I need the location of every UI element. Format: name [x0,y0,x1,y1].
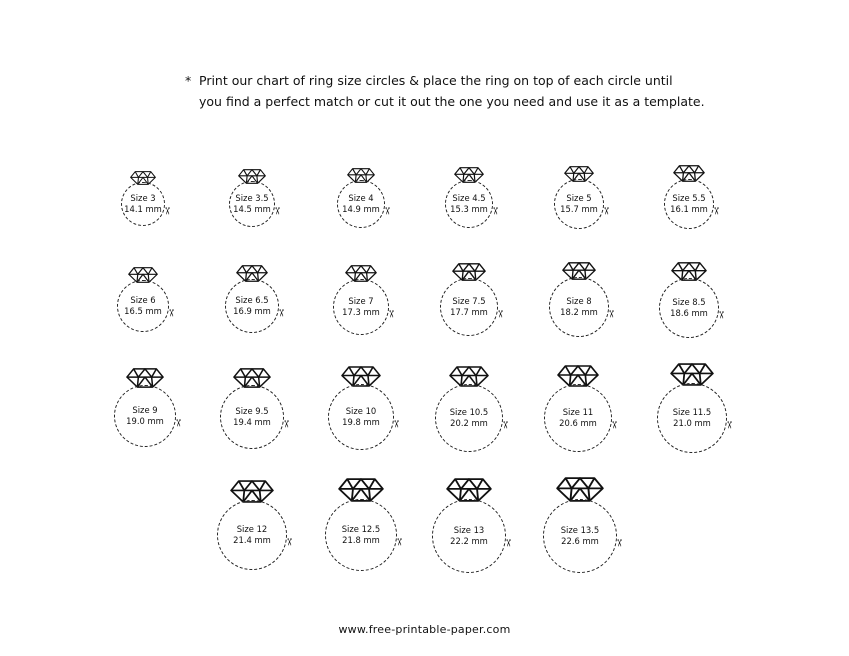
ring-size-label [321,406,401,428]
ring-diameter-value: 20.2 mm [450,418,488,428]
ring-size-label [212,524,295,547]
ring-size-value: Size 12.5 [341,524,381,534]
scissors-icon: ✂ [605,309,617,319]
ring-size-value: Size 9.5 [235,406,269,416]
ring-diameter-value: 21.0 mm [673,418,711,428]
ring-size-value: Size 13 [453,525,485,535]
scissors-icon: ✂ [499,420,511,430]
scissors-icon: ✂ [283,537,295,547]
ring-size-value: Size 10.5 [449,407,489,417]
ring-diameter-value: 17.7 mm [450,307,488,317]
ring-diameter-value: 21.4 mm [233,535,271,545]
ring-diameter-value: 17.3 mm [342,307,380,317]
ring-diameter-value: 18.2 mm [560,307,598,317]
ring-diameter-value: 16.9 mm [233,306,271,316]
scissors-icon: ✂ [381,206,393,216]
ring-size-label [429,407,509,429]
ring-size-value: Size 4.5 [452,193,486,203]
scissors-icon: ✂ [390,419,402,429]
instruction-line-1 [185,70,745,91]
ring-diameter-value: 15.3 mm [450,204,488,214]
ring-diameter-value: 15.7 mm [560,204,598,214]
ring-size-value: Size 9 [132,405,158,415]
ring-size-value: Size 5.5 [672,193,706,203]
ring-diameter-value: 22.2 mm [450,536,488,546]
scissors-icon: ✂ [172,418,184,428]
ring-size-value: Size 4 [348,193,374,203]
ring-diameter-value: 14.5 mm [233,204,271,214]
scissors-icon: ✂ [393,537,405,547]
asterisk: * [185,73,192,88]
scissors-icon: ✂ [275,308,287,318]
ring-size-value: Size 7.5 [452,296,486,306]
ring-size-value: Size 7 [348,296,374,306]
ring-size-value: Size 12 [236,524,268,534]
scissors-icon: ✂ [165,308,177,318]
ring-size-value: Size 11.5 [672,407,712,417]
ring-size-label [540,525,620,547]
scissors-icon: ✂ [494,309,506,319]
footer-url: www.free-printable-paper.com [338,623,511,636]
ring-size-label [321,524,405,547]
scissors-icon: ✂ [600,206,612,216]
ring-diameter-value: 22.6 mm [561,536,599,546]
ring-size-label [538,407,618,429]
ring-size-label [652,407,735,430]
instructions [185,70,745,112]
ring-diameter-value: 14.9 mm [342,204,380,214]
ring-diameter-value: 19.0 mm [126,416,164,426]
ring-diameter-value: 18.6 mm [670,308,708,318]
scissors-icon: ✂ [280,419,292,429]
ring-size-value: Size 8 [566,296,592,306]
scissors-icon: ✂ [385,309,397,319]
ring-diameter-value: 19.4 mm [233,417,271,427]
ring-size-value: Size 6 [130,295,156,305]
ring-diameter-value: 19.8 mm [342,417,380,427]
scissors-icon: ✂ [489,206,501,216]
ring-diameter-value: 21.8 mm [342,535,380,545]
scissors-icon: ✂ [161,206,173,216]
ring-diameter-value: 20.6 mm [559,418,597,428]
scissors-icon: ✂ [502,538,514,548]
ring-size-value: Size 11 [562,407,594,417]
ring-size-value: Size 10 [345,406,377,416]
ring-diameter-value: 16.1 mm [670,204,708,214]
instruction-text-1: Print our chart of ring size circles & place the ring on top of each circle until [199,73,673,88]
scissors-icon: ✂ [271,206,283,216]
ring-size-value: Size 3 [130,193,156,203]
scissors-icon: ✂ [723,420,735,430]
ring-size-value: Size 13.5 [560,525,600,535]
scissors-icon: ✂ [613,538,625,548]
instruction-line-2: you find a perfect match or cut it out the one you need and use it as a template. [199,94,705,109]
ring-size-label [429,525,509,547]
ring-diameter-value: 14.1 mm [124,204,162,214]
scissors-icon: ✂ [710,206,722,216]
ring-size-value: Size 8.5 [672,297,706,307]
scissors-icon: ✂ [715,310,727,320]
ring-size-value: Size 6.5 [235,295,269,305]
ring-size-value: Size 3.5 [235,193,269,203]
ring-size-value: Size 5 [566,193,592,203]
scissors-icon: ✂ [608,420,620,430]
ring-diameter-value: 16.5 mm [124,306,162,316]
